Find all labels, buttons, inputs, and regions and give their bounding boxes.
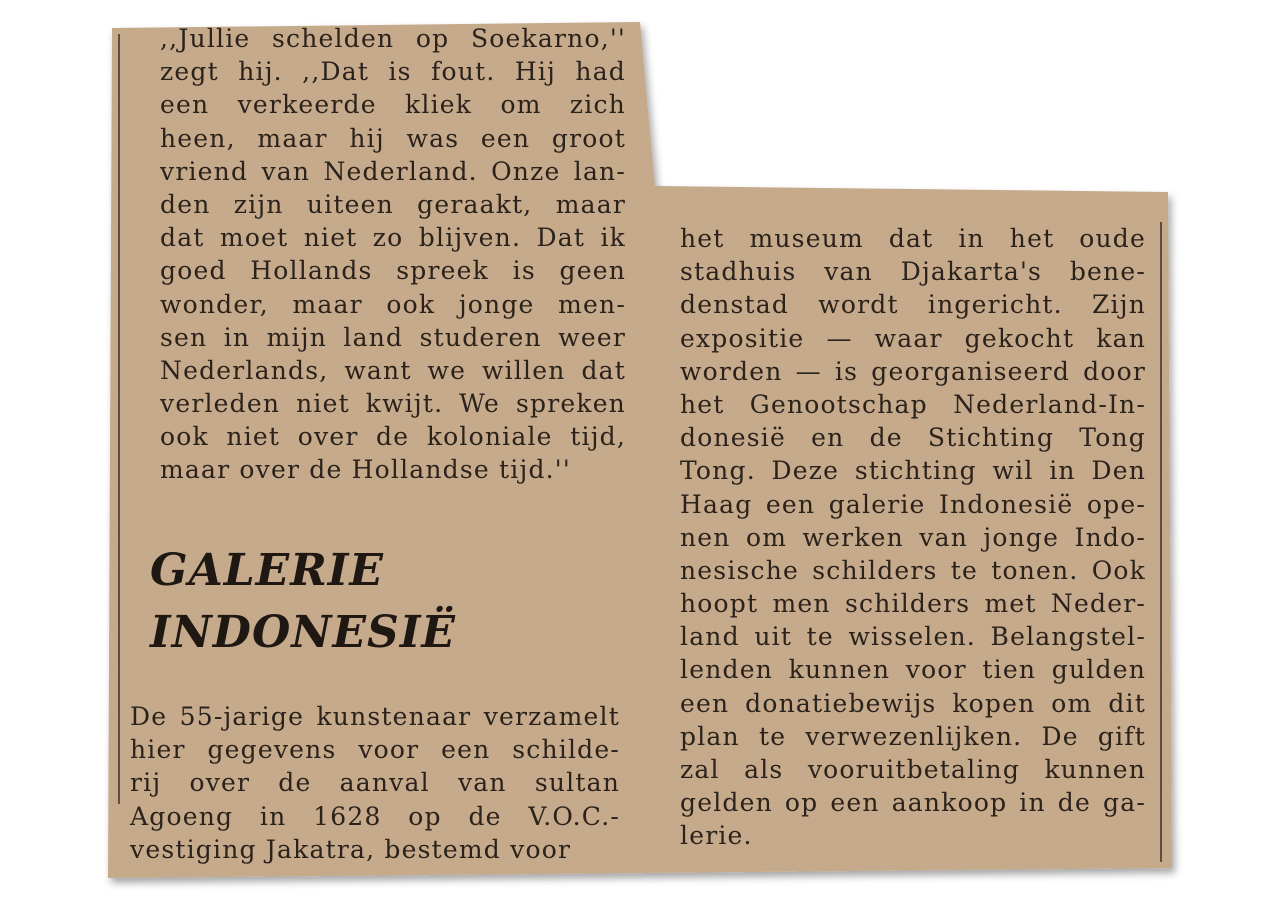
text-line: expositie — waar gekocht kan xyxy=(680,323,1146,353)
text-line: nesische schilders te tonen. Ook xyxy=(680,555,1146,585)
text-line: dat moet niet zo blijven. Dat ik xyxy=(160,223,626,253)
text-line: hoopt men schilders met Neder- xyxy=(680,589,1146,619)
text-line: den zijn uiteen geraakt, maar xyxy=(160,189,626,219)
text-line: Agoeng in 1628 op de V.O.C.- xyxy=(130,801,620,831)
left-column-text xyxy=(160,22,626,487)
text-line: het museum dat in het oude xyxy=(680,224,1146,253)
text-line: gelden op een aankoop in de ga- xyxy=(680,788,1146,818)
text-line: verleden niet kwijt. We spreken xyxy=(160,389,626,419)
right-column-rule xyxy=(1160,222,1162,862)
text-line: ,,Jullie schelden op Soekarno,'' xyxy=(160,24,626,53)
section-heading-line-2: INDONESIË xyxy=(150,607,456,658)
section-heading-line-1: GALERIE xyxy=(150,545,384,596)
text-line: wonder, maar ook jonge men- xyxy=(160,289,626,319)
text-line: Nederlands, want we willen dat xyxy=(160,355,626,385)
right-column-text xyxy=(680,222,1146,853)
text-line: denstad wordt ingericht. Zijn xyxy=(680,290,1146,320)
text-line: donesië en de Stichting Tong xyxy=(680,423,1146,453)
text-line: hier gegevens voor een schilde- xyxy=(130,735,620,765)
text-line: zal als vooruitbetaling kunnen xyxy=(680,755,1146,784)
text-line: rij over de aanval van sultan xyxy=(130,768,620,798)
text-line: stadhuis van Djakarta's bene- xyxy=(680,257,1146,287)
text-line: worden — is georganiseerd door xyxy=(680,356,1146,386)
text-line: maar over de Hollandse tijd.'' xyxy=(160,455,571,485)
text-line: lerie. xyxy=(680,821,753,851)
text-line: land uit te wisselen. Belangstel- xyxy=(680,622,1146,652)
bottom-column-text xyxy=(130,700,620,866)
text-line: Haag een galerie Indonesië ope- xyxy=(680,489,1146,519)
text-line: plan te verwezenlijken. De gift xyxy=(680,721,1146,751)
text-line: nen om werken van jonge Indo- xyxy=(680,522,1146,552)
text-line: goed Hollands spreek is geen xyxy=(160,256,626,286)
text-line: sen in mijn land studeren weer xyxy=(160,322,626,352)
text-line: een verkeerde kliek om zich xyxy=(160,90,626,120)
text-line: zegt hij. ,,Dat is fout. Hij had xyxy=(160,57,626,87)
text-line: heen, maar hij was een groot xyxy=(160,123,626,153)
text-line: een donatiebewijs kopen om dit xyxy=(680,688,1146,718)
text-line: Tong. Deze stichting wil in Den xyxy=(680,456,1146,486)
text-line: lenden kunnen voor tien gulden xyxy=(680,655,1146,685)
text-line: De 55-jarige kunstenaar verzamelt xyxy=(130,702,620,731)
text-line: vestiging Jakatra, bestemd voor xyxy=(130,834,572,864)
text-line: ook niet over de koloniale tijd, xyxy=(160,422,626,452)
text-line: vriend van Nederland. Onze lan- xyxy=(160,156,626,186)
left-column-rule xyxy=(118,34,120,804)
text-line: het Genootschap Nederland-In- xyxy=(680,389,1146,419)
